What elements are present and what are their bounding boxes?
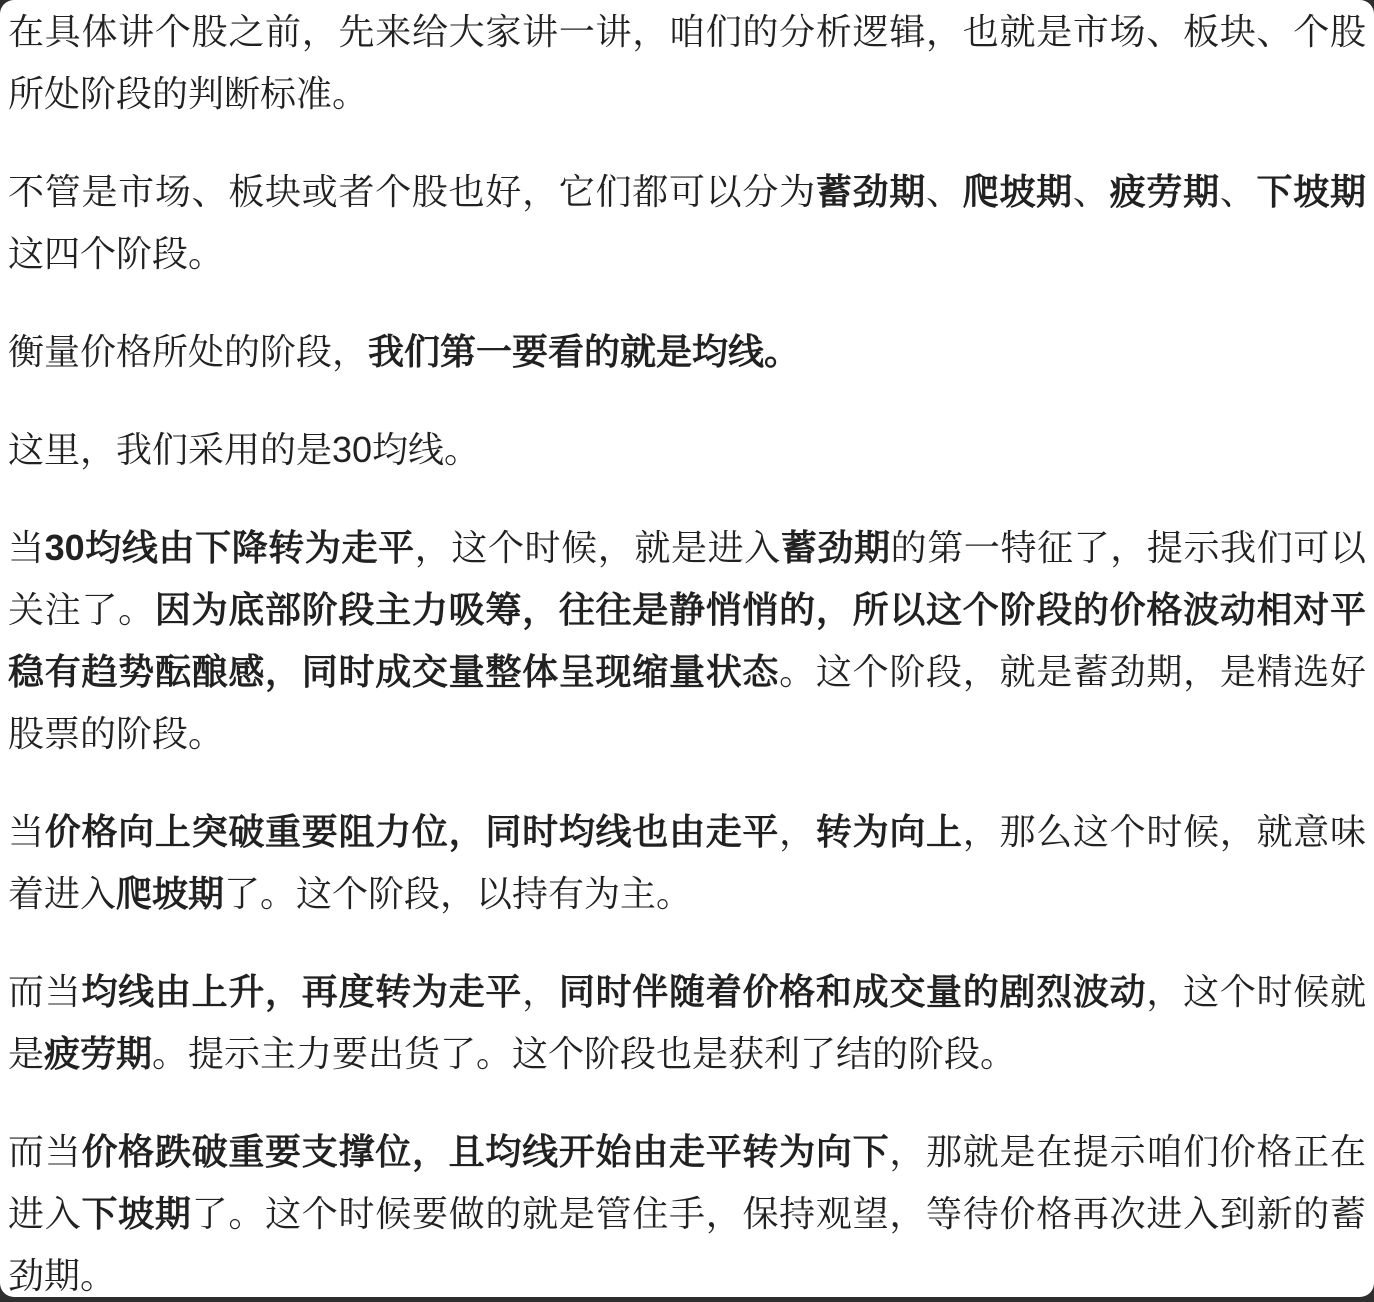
text-run: 当 [8,811,45,852]
text-run: 不管是市场、板块或者个股也好，它们都可以分为 [8,171,816,212]
text-run: 。提示主力要出货了。这个阶段也是获利了结的阶段。 [152,1033,1017,1074]
text-run: 而当 [8,1131,82,1172]
bold-text-run: 爬坡期 [962,171,1073,212]
bold-text-run: 价格跌破重要支撑位，且均线开始由走平转为向下 [81,1131,890,1172]
paragraph-1 [8,1,1366,125]
bold-text-run: 转为向上 [815,811,963,852]
bold-text-run: 下坡期 [81,1193,192,1234]
text-run: ，这个时候就是 [8,971,1366,1074]
text-run: ，这个时候，就是进入 [414,527,781,568]
text-run: 衡量价格所处的阶段， [8,331,369,372]
text-run: 在具体讲个股之前，先来给大家讲一讲，咱们的分析逻辑，也就是市场、板块、个股所处阶段的判断标准。 [8,11,1366,114]
text-run: 了。这个阶段，以持有为主。 [224,873,693,914]
bold-text-run: 均线由上升，再度转为走平 [81,971,523,1012]
paragraph-7 [8,961,1366,1085]
paragraph-8 [8,1121,1366,1297]
article [8,1,1366,1297]
text-run: 而当 [8,971,82,1012]
bold-text-run: 蓄劲期 [780,527,891,568]
text-run: ， [522,971,559,1012]
bold-text-run: 我们第一要看的就是均线。 [368,331,801,372]
text-run: 的第一特征了，提示我们可以关注了。 [8,527,1366,630]
paragraph-6 [8,801,1366,925]
text-run: 当 [8,527,45,568]
text-run: 这里，我们采用的是30均线。 [8,429,481,470]
text-run: ， [779,811,816,852]
text-run: 这四个阶段。 [8,233,225,274]
text-run: ，那就是在提示咱们价格正在进入 [8,1131,1366,1234]
paragraph-4 [8,419,1366,481]
bold-text-run: 爬坡期 [116,873,225,914]
bold-text-run: 疲劳期 [44,1033,153,1074]
bold-text-run: 30均线由下降转为走平 [44,527,415,568]
bold-text-run: 同时伴随着价格和成交量的剧烈波动 [558,971,1147,1012]
paragraph-5 [8,517,1366,765]
bold-text-run: 下坡期 [1256,171,1366,212]
bold-text-run: 价格向上突破重要阻力位，同时均线也由走平 [44,811,780,852]
text-run: 。这个阶段，就是蓄劲期，是精选好股票的阶段。 [8,651,1366,754]
bold-text-run: 蓄劲期 [815,171,926,212]
bold-text-run: 疲劳期 [1109,171,1220,212]
text-run: ，那么这个时候，就意味着进入 [8,811,1366,914]
text-run: 、 [1072,171,1110,212]
paragraph-3 [8,321,1366,383]
text-run: 了。这个时候要做的就是管住手，保持观望，等待价格再次进入到新的蓄劲期。 [8,1193,1366,1296]
text-run: 、 [1219,171,1257,212]
paragraph-2 [8,161,1366,285]
text-run: 、 [926,171,963,212]
bold-text-run: 因为底部阶段主力吸筹，往往是静悄悄的，所以这个阶段的价格波动相对平稳有趋势酝酿感，同时成交量整体呈现缩量状态 [8,589,1366,692]
